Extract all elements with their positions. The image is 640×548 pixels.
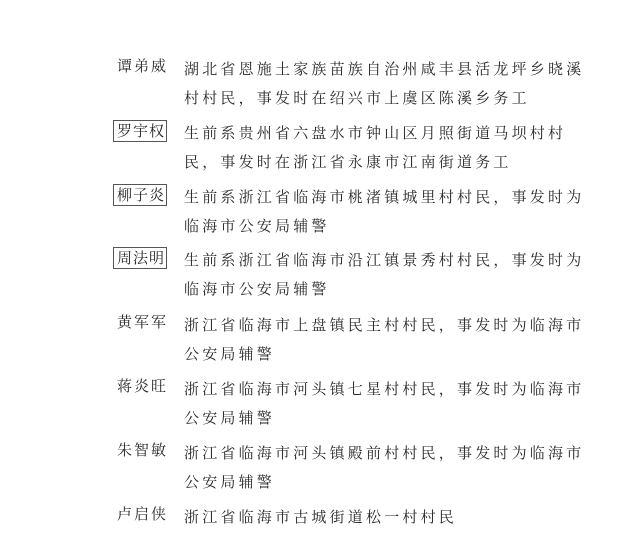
person-description <box>184 55 584 113</box>
description-line: 公安局辅警 <box>184 473 276 491</box>
person-name: 罗宇权 <box>113 120 167 142</box>
person-name: 卢启侠 <box>117 505 169 523</box>
description-line: 浙江省临海市河头镇七星村村民，事发时为临海市 <box>184 380 585 398</box>
description-line: 临海市公安局辅警 <box>184 217 330 235</box>
description-line: 临海市公安局辅警 <box>184 280 330 298</box>
person-description <box>184 375 584 433</box>
person-name: 蒋炎旺 <box>117 377 169 395</box>
person-name: 黄军军 <box>117 313 169 331</box>
description-line: 浙江省临海市河头镇殿前村村民，事发时为临海市 <box>184 444 585 462</box>
description-line: 湖北省恩施土家族苗族自治州咸丰县活龙坪乡晓溪 <box>184 60 585 78</box>
person-description <box>184 246 584 304</box>
description-line: 浙江省临海市上盘镇民主村村民，事发时为临海市 <box>184 316 585 334</box>
person-name: 周法明 <box>113 247 167 269</box>
description-line: 生前系浙江省临海市沿江镇景秀村村民，事发时为 <box>184 251 585 269</box>
person-description <box>184 183 584 241</box>
person-name: 柳子炎 <box>113 184 167 206</box>
person-name: 朱智敏 <box>117 441 169 459</box>
person-description <box>184 119 584 177</box>
person-description <box>184 439 584 497</box>
description-line: 公安局辅警 <box>184 345 276 363</box>
description-line: 公安局辅警 <box>184 409 276 427</box>
description-line: 村村民，事发时在绍兴市上虞区陈溪乡务工 <box>184 89 530 107</box>
person-description <box>184 503 584 532</box>
description-line: 生前系贵州省六盘水市钟山区月照街道马坝村村 <box>184 124 567 142</box>
description-line: 生前系浙江省临海市桃渚镇城里村村民，事发时为 <box>184 188 585 206</box>
description-line: 浙江省临海市古城街道松一村村民 <box>184 508 458 526</box>
person-description <box>184 311 584 369</box>
description-line: 民，事发时在浙江省永康市江南街道务工 <box>184 153 512 171</box>
person-name: 谭弟威 <box>117 57 169 75</box>
